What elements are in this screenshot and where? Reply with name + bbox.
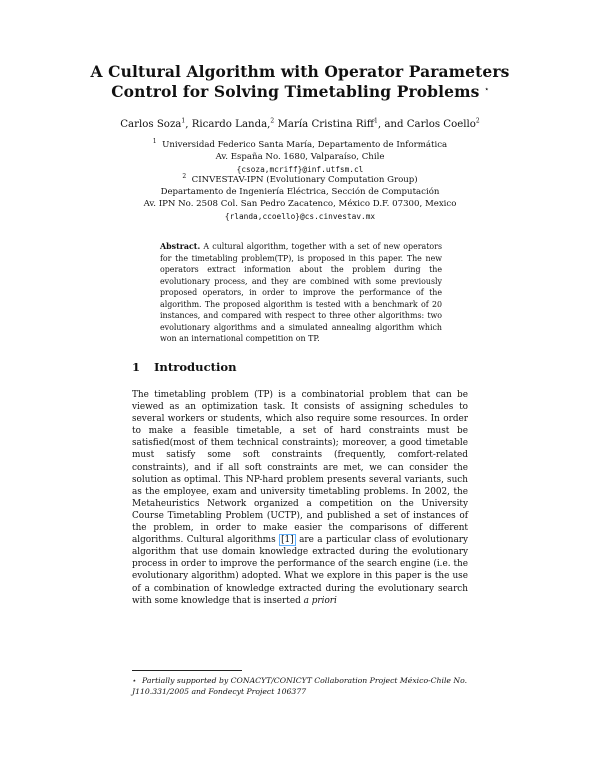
affiliation-2-address: Av. IPN No. 2508 Col. San Pedro Zacatenco, México D.F. 07300, Mexico xyxy=(143,198,457,209)
body-text-part-1: The timetabling problem (TP) is a combinatorial problem that can be viewed as an optimization task. It consists of assigning schedules to several workers or students, which also require some resources. In order to make a feasible timetable, a set of hard constraints must be satisfied(most of them technical constraints); moreover, a good timetable must satisfy some soft constraints (frequently, comfort-related constraints), and if all soft constraints are met, we can consider the solution as optimal. This NP-hard problem presents several variants, such as the employee, exam and university timetabling problems. In 2002, the Metaheuristics Network organized a competition on the University Course Timetabling Problem (UCTP), and published a set of instances of the problem, in order to make easier the comparisons of different algorithms. Cultural algorithms xyxy=(132,390,468,546)
body-italic-end: a priori xyxy=(303,595,337,606)
author-2: Ricardo Landa, xyxy=(191,119,271,130)
author-3-affil: 1 xyxy=(374,117,378,125)
introduction-paragraph xyxy=(132,389,468,607)
title-line-2-text: Control for Solving Timetabling Problems xyxy=(111,82,480,101)
author-1-affil: 1 xyxy=(181,117,186,125)
citation-link[interactable]: [1] xyxy=(281,535,294,546)
affiliation-2-text: CINVESTAV-IPN (Evolutionary Computation Group) xyxy=(191,175,418,186)
affiliation-1-text: Universidad Federico Santa María, Departamento de Informática xyxy=(162,140,448,150)
affiliation-2-email: {rlanda,ccoello}@cs.cinvestav.mx xyxy=(224,211,376,221)
footnote-rule xyxy=(132,670,242,671)
title-footnote-mark: ⋆ xyxy=(484,85,489,93)
affiliation-1-name xyxy=(0,140,600,152)
section-heading xyxy=(132,360,237,374)
title-line-1: A Cultural Algorithm with Operator Parameters xyxy=(90,62,510,81)
abstract xyxy=(160,241,442,345)
section-title: Introduction xyxy=(154,360,237,374)
author-4: and Carlos Coello xyxy=(384,119,476,130)
author-1: Carlos Soza xyxy=(120,119,182,130)
author-list: Carlos Soza$^1$, Ricardo Landa,$^2$ María Cristina Riff$^1$, and Carlos Coello$^2$ xyxy=(120,117,480,130)
author-2-affil: 2 xyxy=(270,117,275,125)
paper-title xyxy=(0,62,600,102)
body-text-part-2: are a particular class of evolutionary algorithm that use domain knowledge extracted during the evolutionary process in order to improve the performance of the search engine (i.e. the evolutionary algorithm) adopted. What we explore in this paper is the use of a combination of knowledge extracted during the evolutionary search with some knowledge that is inserted xyxy=(132,535,468,606)
author-4-affil: 2 xyxy=(475,117,480,125)
affiliation-2-name xyxy=(0,175,600,187)
affiliation-1-number: 1 xyxy=(152,138,157,146)
affiliation-2-dept: Departamento de Ingeniería Eléctrica, Sección de Computación xyxy=(160,187,440,198)
footnote-text: Partially supported by CONACYT/CONICYT Collaboration Project México-Chile No. J110.331/2005 and Fondecyt Project 106377 xyxy=(132,676,468,696)
title-line-2 xyxy=(0,82,600,102)
affiliation-2-number: 2 xyxy=(182,173,187,181)
abstract-label: Abstract. xyxy=(160,242,201,251)
affiliation-1-email: {csoza,mcriff}@inf.utfsm.cl xyxy=(236,164,364,174)
abstract-text: A cultural algorithm, together with a set of new operators for the timetabling problem(TP), is proposed in this paper. The new operators extract information about the problem during the evolutionary process, and they are combined with some previously proposed operators, in order to improve the performance of the algorithm. The proposed algorithm is tested with a benchmark of 20 instances, and compared with respect to three other algorithms: two evolutionary algorithms and a simulated annealing algorithm which won an international competition on TP. xyxy=(160,242,442,343)
affiliations xyxy=(0,140,600,223)
author-3: María Cristina Riff xyxy=(277,119,374,130)
section-number: 1 xyxy=(132,360,141,374)
footnote-mark: ⋆ xyxy=(132,676,137,685)
affiliation-1-address: Av. España No. 1680, Valparaíso, Chile xyxy=(215,151,385,162)
footnote xyxy=(132,676,468,697)
